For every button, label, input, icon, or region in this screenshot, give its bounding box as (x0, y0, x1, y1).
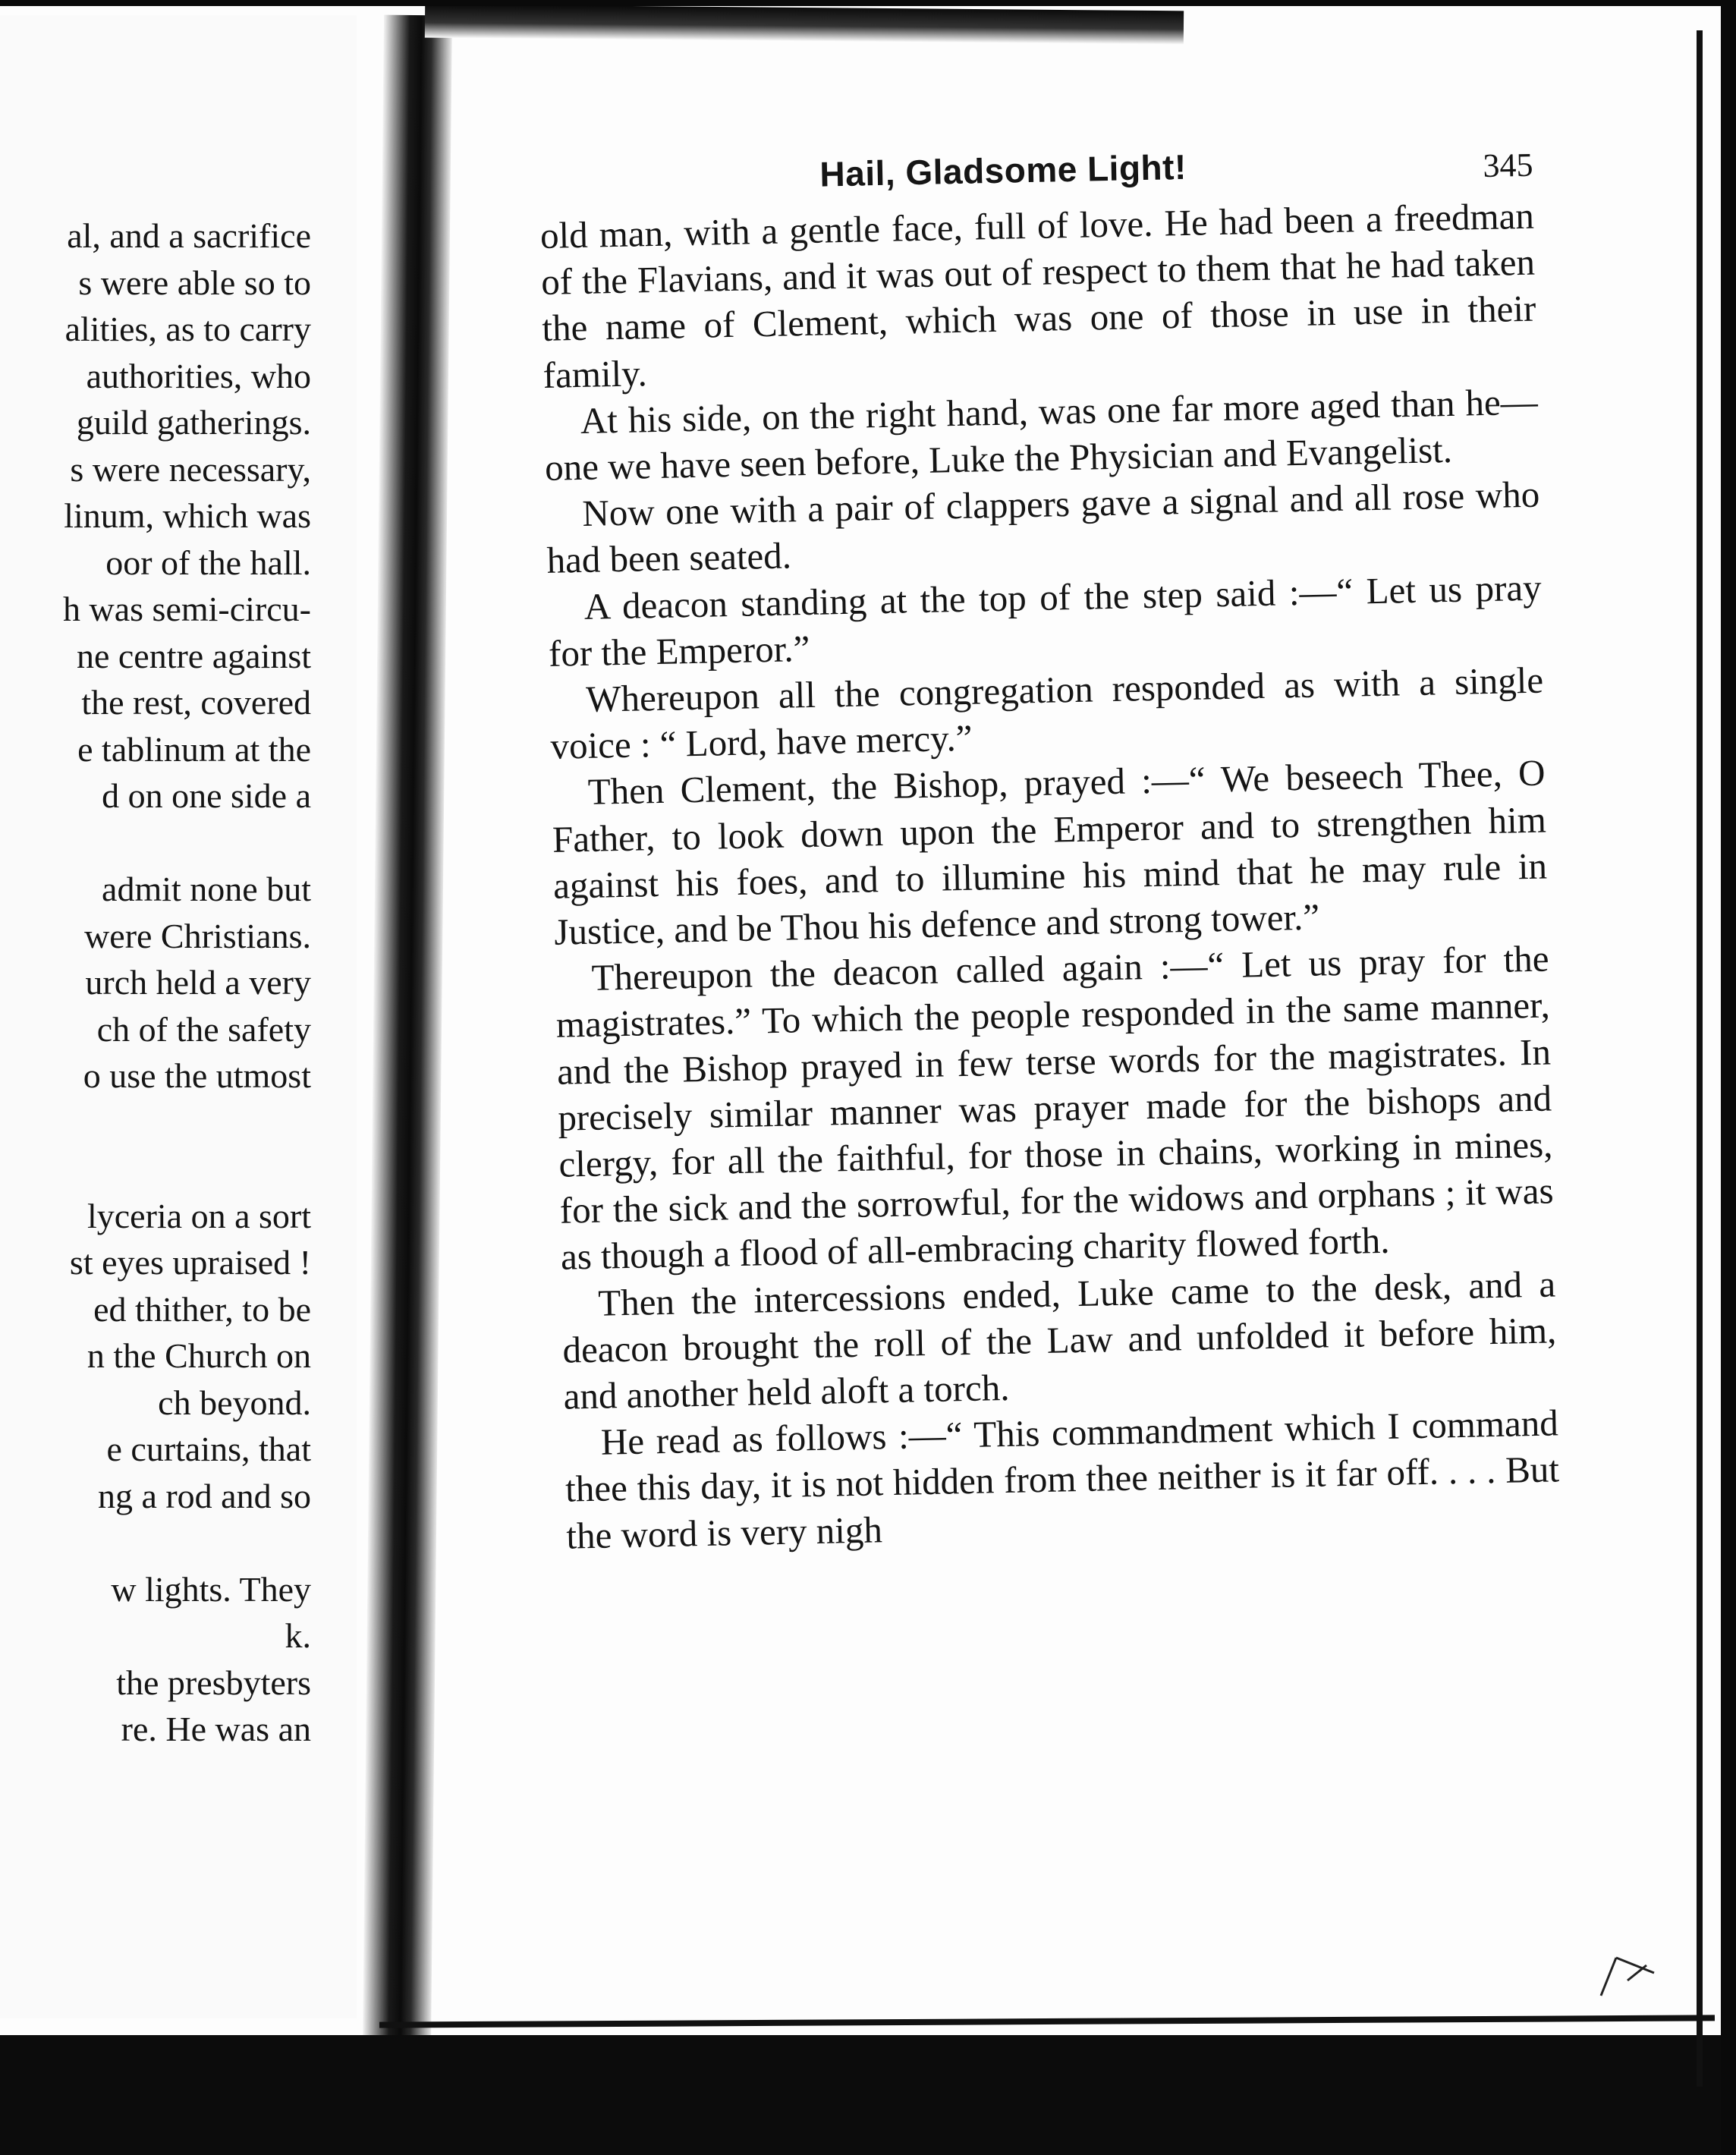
facing-page-line: linum, which was (64, 496, 311, 535)
facing-page-left (0, 15, 357, 2018)
facing-page-line: the rest, covered (81, 683, 311, 722)
facing-page-line (0, 820, 311, 867)
facing-page-line (0, 1146, 311, 1193)
facing-page-line: urch held a very (85, 963, 311, 1002)
facing-page-line: w lights. They (111, 1569, 311, 1609)
paragraph: old man, with a gentle face, full of love. He had been a freedman of the Flavians, and it was out of respect to them that he had taken the name of Clement, which was one of those in use in their family. (539, 194, 1536, 396)
scan-right-border (1721, 0, 1736, 2155)
facing-page-line: ch of the safety (96, 1009, 311, 1049)
page-content (539, 140, 1561, 1559)
scan-top-border (0, 0, 1736, 6)
paragraph: Thereupon the deacon called again :—“ Let us pray for the magistrates.” To which the people responded in the same manner, and the Bishop prayed in few terse words for the magistrates. In precisely similar manner was prayer made for the bishops and clergy, for all the faithful, for those in chains, working in mines, for the sick and the sorrowful, for the widows and orphans ; it was as though a flood of all-embracing charity flowed forth. (555, 937, 1555, 1279)
facing-page-line: authorities, who (86, 356, 311, 395)
facing-page-line: ng a rod and so (97, 1476, 311, 1515)
facing-page-text (0, 212, 311, 1753)
paragraph: Then the intercessions ended, Luke came to the desk, and a deacon brought the roll of the Law and unfolded it before him, and another held aloft a torch. (561, 1263, 1557, 1417)
scan-bottom-border (0, 2035, 1736, 2155)
facing-page-line: re. He was an (121, 1710, 311, 1748)
facing-page-line: ch beyond. (158, 1383, 311, 1422)
facing-page-line: s were able so to (78, 263, 311, 302)
facing-page-line: ed thither, to be (93, 1289, 311, 1329)
page-corner-mark-icon (1593, 1950, 1662, 2003)
facing-page-line: o use the utmost (83, 1056, 311, 1095)
facing-page-line: s were necessary, (70, 449, 311, 489)
paragraph: Then Clement, the Bishop, prayed :—“ We beseech Thee, O Father, to look down upon the Emperor and to strengthen him against his foes, and to illumine his mind that he may rule in Justice, and be Thou his defence and strong tower.” (552, 751, 1548, 953)
facing-page-line: e tablinum at the (77, 729, 311, 769)
facing-page-line: d on one side a (102, 776, 311, 815)
paragraph: Whereupon all the congregation responded as with a single voice : “ Lord, have mercy.” (549, 659, 1544, 768)
facing-page-line: al, and a sacrifice (67, 216, 311, 255)
facing-page-line: oor of the hall. (105, 543, 311, 582)
facing-page-line (0, 1519, 311, 1566)
facing-page-line: admit none but (102, 870, 311, 908)
facing-page-line (0, 1100, 311, 1147)
facing-page-line: ne centre against (76, 636, 311, 675)
facing-page-line: were Christians. (84, 916, 311, 955)
paragraph: A deacon standing at the top of the step said :—“ Let us pray for the Emperor.” (548, 566, 1543, 675)
page-number: 345 (1482, 146, 1533, 185)
facing-page-line: lyceria on a sort (86, 1196, 311, 1235)
facing-page-line: n the Church on (86, 1336, 311, 1375)
facing-page-line: h was semi-circu- (63, 590, 311, 628)
running-title: Hail, Gladsome Light! (819, 146, 1187, 194)
facing-page-line: guild gatherings. (76, 403, 311, 442)
facing-page-line: alities, as to carry (64, 310, 311, 348)
page-right-edge (1697, 30, 1703, 2087)
page-345 (410, 38, 1700, 2026)
paragraph: He read as follows :—“ This commandment which I command thee this day, it is not hidden from thee neither is it far off. . . . But the word is very nigh (565, 1402, 1560, 1557)
facing-page-line: the presbyters (116, 1663, 311, 1702)
paragraph: Now one with a pair of clappers gave a signal and all rose who had been seated. (546, 473, 1540, 582)
facing-page-line: k. (285, 1616, 311, 1655)
paragraph: At his side, on the right hand, was one far more aged than he—one we have seen before, Luke the Physician and Evangelist. (544, 380, 1539, 489)
facing-page-line: e curtains, that (106, 1430, 311, 1468)
body-text (539, 193, 1560, 1559)
facing-page-line: st eyes upraised ! (69, 1243, 311, 1282)
